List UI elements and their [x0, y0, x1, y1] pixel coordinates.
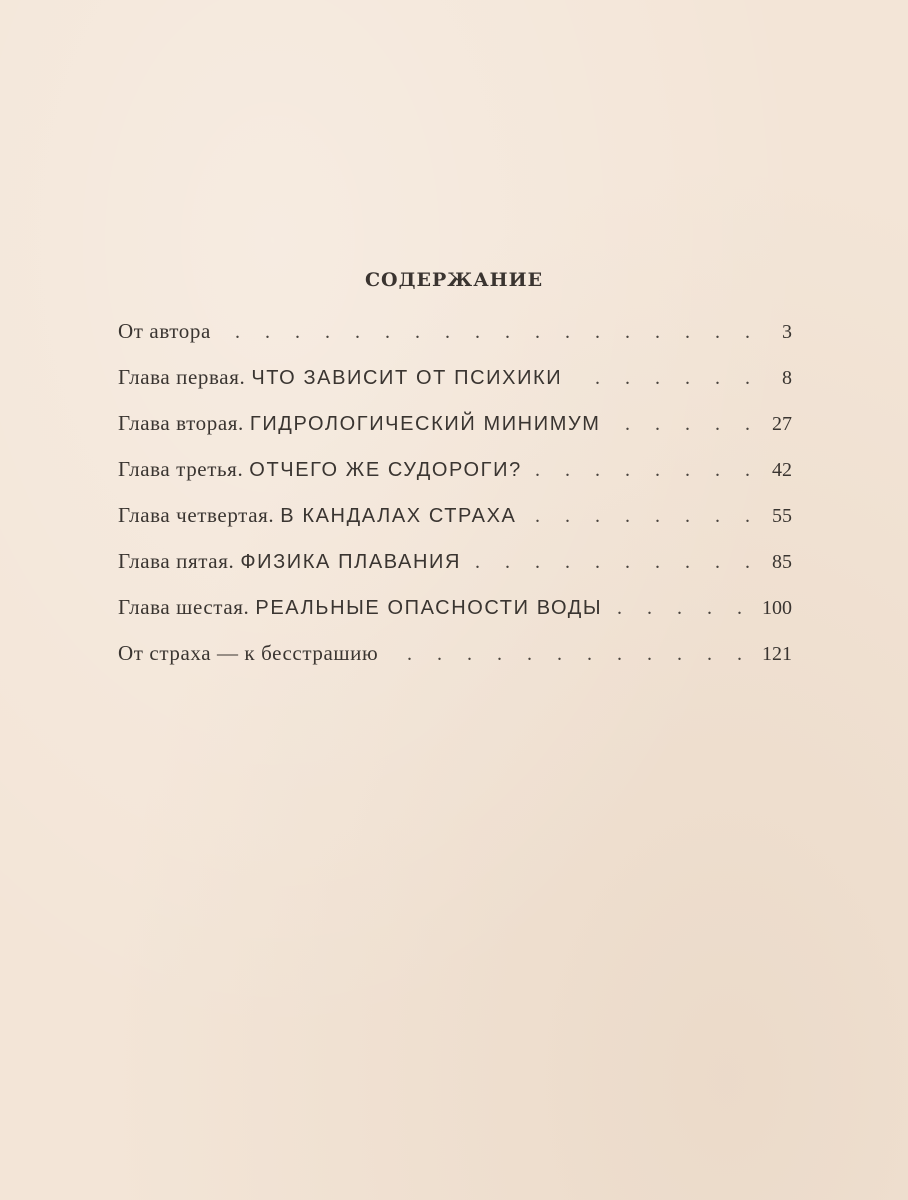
toc-entry-chapter-1[interactable]	[118, 362, 792, 408]
leader-dots	[471, 547, 760, 577]
toc-label	[118, 546, 461, 577]
toc-label	[118, 638, 378, 668]
toc-text: От автора	[118, 319, 211, 343]
leader-dots	[611, 409, 760, 439]
leader-dots	[388, 639, 752, 669]
leader-dots	[572, 363, 760, 393]
toc-label	[118, 408, 601, 439]
toc-entry-chapter-2[interactable]	[118, 408, 792, 454]
page-number: 8	[782, 367, 792, 389]
chapter-number: Глава пятая.	[118, 549, 235, 573]
chapter-number: Глава третья.	[118, 457, 244, 481]
chapter-number: Глава вторая.	[118, 411, 244, 435]
leader-dots	[612, 593, 752, 623]
leader-dots	[221, 317, 760, 347]
leader-dots	[532, 455, 760, 485]
toc-label	[118, 500, 516, 531]
toc-label	[118, 316, 211, 346]
toc-label	[118, 592, 602, 623]
chapter-title: ГИДРОЛОГИЧЕСКИЙ МИНИМУМ	[249, 413, 601, 435]
page-number: 3	[782, 321, 792, 343]
leader-dots	[526, 501, 760, 531]
page-number: 85	[772, 551, 792, 573]
page-number: 100	[762, 597, 792, 619]
chapter-title: ЧТО ЗАВИСИТ ОТ ПСИХИКИ	[251, 367, 563, 389]
page-number: 55	[772, 505, 792, 527]
toc-entry-author[interactable]	[118, 316, 792, 362]
bleed-through-text	[470, 60, 790, 92]
toc-label	[118, 362, 562, 393]
toc-entry-chapter-3[interactable]	[118, 454, 792, 500]
chapter-title: РЕАЛЬНЫЕ ОПАСНОСТИ ВОДЫ	[255, 597, 603, 619]
toc-entry-conclusion[interactable]	[118, 638, 792, 684]
page-number: 121	[762, 643, 792, 665]
page-number: 42	[772, 459, 792, 481]
toc-text: От страха — к бесстрашию	[118, 641, 379, 665]
chapter-number: Глава первая.	[118, 365, 246, 389]
chapter-title: В КАНДАЛАХ СТРАХА	[280, 505, 517, 527]
toc-entry-chapter-6[interactable]	[118, 592, 792, 638]
chapter-number: Глава четвертая.	[118, 503, 275, 527]
chapter-title: ФИЗИКА ПЛАВАНИЯ	[240, 551, 462, 573]
toc-entry-chapter-5[interactable]	[118, 546, 792, 592]
table-of-contents	[118, 316, 792, 684]
toc-label	[118, 454, 522, 485]
chapter-title: ОТЧЕГО ЖЕ СУДОРОГИ?	[249, 459, 522, 481]
chapter-number: Глава шестая.	[118, 595, 250, 619]
contents-title: СОДЕРЖАНИЕ	[364, 268, 544, 291]
toc-entry-chapter-4[interactable]	[118, 500, 792, 546]
page-number: 27	[772, 413, 792, 435]
